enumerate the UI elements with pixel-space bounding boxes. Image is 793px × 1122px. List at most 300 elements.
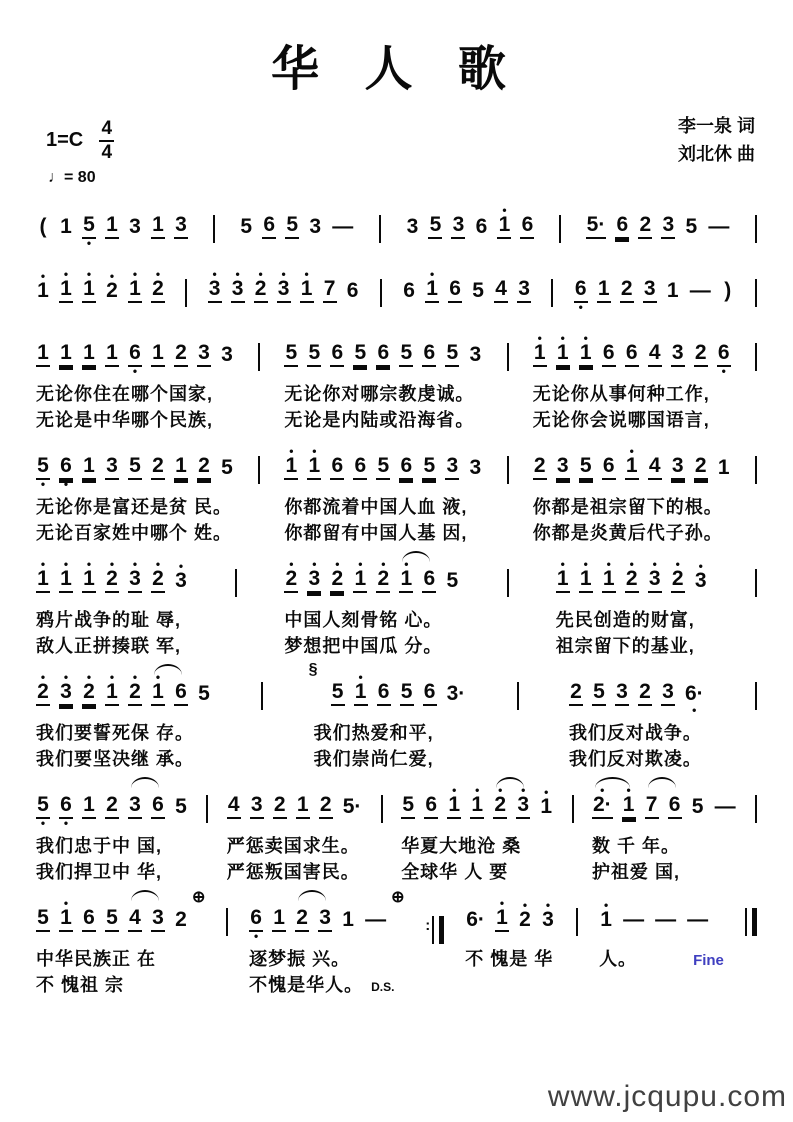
note-digit: 2 — [105, 794, 119, 819]
lyrics-line — [556, 606, 708, 631]
note — [82, 786, 96, 827]
note — [694, 447, 708, 488]
octave-dot-above: • — [583, 331, 588, 345]
note-digit: 6 — [174, 681, 188, 706]
barline — [755, 279, 757, 307]
note-digit: 2· — [592, 794, 613, 819]
note — [533, 331, 547, 375]
note-digit: 6 — [82, 907, 96, 932]
note-digit: 2 — [151, 455, 165, 480]
octave-dot-below: • — [578, 300, 583, 314]
barline — [507, 569, 509, 597]
note-digit: 4 — [648, 455, 662, 480]
octave-dot-above: • — [560, 557, 565, 571]
note-digit: 3 — [59, 681, 73, 706]
note — [128, 447, 142, 488]
barline — [576, 908, 578, 936]
note — [342, 788, 363, 827]
lyrics-text: 人。 — [599, 949, 638, 969]
note — [249, 899, 263, 943]
note-digit: 1 — [272, 907, 286, 932]
note — [59, 786, 73, 830]
note-digit: 1 — [36, 568, 50, 593]
lyrics-text: 无论你从事何种工作, — [532, 384, 710, 404]
note-digit: 6 — [422, 342, 436, 367]
lyrics-line — [314, 719, 467, 744]
note — [597, 270, 611, 311]
octave-dot-above: • — [155, 670, 161, 684]
note-digit: 6 — [59, 455, 73, 480]
note-digit: 1 — [59, 342, 73, 367]
dash-note — [707, 208, 730, 247]
octave-dot-below: • — [721, 364, 726, 378]
measure — [36, 267, 165, 311]
note-digit: 1 — [151, 214, 165, 239]
octave-dot-above: • — [452, 783, 457, 797]
note-digit: 2 — [638, 681, 652, 706]
barline — [755, 795, 757, 823]
barline — [755, 682, 757, 710]
barline — [185, 279, 187, 307]
coda-glyph: ⊕ — [391, 889, 405, 906]
note-digit: — — [714, 795, 736, 818]
note — [36, 447, 50, 491]
octave-dot-above: • — [545, 898, 551, 912]
note — [82, 557, 96, 601]
note-digit: 1 — [353, 568, 367, 593]
note — [36, 269, 50, 311]
barline — [206, 795, 208, 823]
notes-row — [569, 674, 705, 717]
note — [227, 786, 241, 827]
note — [661, 206, 675, 247]
note — [354, 670, 368, 714]
octave-dot-above: • — [499, 896, 505, 910]
lyrics-text: 敌人正拼揍联 军, — [36, 636, 182, 656]
note — [694, 559, 708, 601]
note — [128, 557, 142, 601]
note — [353, 447, 367, 488]
note — [556, 447, 570, 488]
note — [518, 898, 532, 940]
notes-row — [36, 448, 234, 491]
note — [539, 785, 553, 827]
note — [323, 270, 337, 311]
note — [59, 557, 73, 601]
lyrics-line — [556, 632, 708, 657]
note-digit: 1 — [717, 456, 730, 479]
note-digit: 6 — [574, 278, 588, 303]
lyrics-text: 你都是祖宗留下的根。 — [532, 497, 723, 517]
notes-row — [405, 203, 534, 247]
note-digit: 4 — [648, 342, 662, 367]
notes-row — [284, 335, 482, 375]
note — [494, 270, 508, 311]
octave-dot-above: • — [629, 444, 634, 458]
note — [151, 447, 165, 488]
music-system — [36, 444, 757, 544]
note — [643, 270, 657, 311]
note-digit: 2 — [36, 681, 50, 706]
note-digit: 5 — [691, 795, 704, 818]
octave-dot-above: • — [698, 559, 703, 573]
note — [661, 673, 675, 714]
note — [592, 783, 613, 827]
note — [284, 334, 298, 375]
note-digit: 1 — [579, 568, 593, 593]
note-digit: 1 — [151, 342, 165, 367]
lyrics-line — [592, 832, 737, 857]
note — [300, 267, 314, 311]
note — [465, 901, 486, 940]
lyrics-line — [36, 406, 234, 431]
slur-arc — [131, 777, 159, 788]
note — [620, 270, 634, 311]
measure — [586, 207, 731, 247]
music-system — [36, 557, 757, 657]
note — [331, 673, 345, 714]
measure — [599, 900, 724, 996]
note-digit: 5 — [285, 214, 299, 239]
note-digit: 1 — [556, 342, 570, 367]
note — [330, 334, 344, 375]
notes-row — [227, 787, 363, 827]
note-digit: 7 — [323, 278, 337, 303]
note-digit: 4 — [494, 278, 508, 303]
note-digit: 2 — [694, 455, 708, 480]
lyrics-line — [36, 606, 188, 631]
note-digit: 3 — [661, 214, 675, 239]
note-digit: 5 — [685, 215, 698, 238]
note — [151, 899, 165, 940]
note-digit: 5 — [82, 214, 96, 239]
music-system — [36, 783, 757, 883]
measure — [591, 783, 737, 883]
lyrics-line — [599, 945, 724, 970]
octave-dot-below: • — [692, 703, 697, 717]
notes-row — [533, 444, 731, 488]
measure — [284, 444, 482, 544]
note-digit: — — [332, 215, 354, 238]
note — [273, 786, 287, 827]
note — [451, 206, 465, 247]
barline — [507, 343, 509, 371]
note — [625, 557, 639, 601]
measure — [36, 889, 206, 996]
note — [341, 901, 355, 940]
measure — [36, 207, 188, 250]
note-digit: — — [623, 908, 645, 931]
note-digit: 5 — [221, 456, 233, 479]
lyrics-text: 不愧是华人。 — [249, 975, 364, 995]
note-digit: 2 — [694, 342, 708, 367]
note-digit: 3 — [250, 794, 264, 819]
note-digit: 1 — [59, 568, 73, 593]
lyrics-text: 我们忠于中 国, — [36, 836, 163, 856]
note — [272, 899, 286, 940]
note-digit: 3 — [318, 907, 332, 932]
note — [468, 336, 482, 375]
note-digit: 2 — [273, 794, 287, 819]
note — [319, 786, 333, 827]
note-digit: 1 — [105, 342, 119, 367]
barline — [755, 456, 757, 484]
note — [579, 557, 593, 601]
note — [638, 673, 652, 714]
octave-dot-above: • — [430, 267, 435, 281]
note — [376, 447, 390, 488]
coda-glyph: ⊕ — [192, 889, 206, 906]
note — [615, 673, 629, 714]
octave-dot-above: • — [40, 670, 46, 684]
lyrics-text: 逐梦振 兴。 — [249, 949, 351, 969]
octave-dot-above: • — [212, 267, 217, 281]
note — [717, 449, 731, 488]
lyrics-text: 无论是中华哪个民族, — [36, 410, 214, 430]
lyrics-text: 我们崇尚仁爱, — [313, 749, 434, 769]
note-digit: 5 — [592, 681, 606, 706]
score-header — [36, 113, 757, 199]
note-digit: 1 — [470, 794, 484, 819]
note-digit: 1 — [399, 568, 413, 593]
note-digit: 3 — [643, 278, 657, 303]
note-digit: 3 — [451, 214, 465, 239]
note-digit: 1 — [105, 214, 119, 239]
lyrics-line — [249, 971, 404, 996]
note-digit: 6· — [684, 682, 704, 705]
note-digit: 6· — [466, 908, 485, 931]
note — [285, 206, 299, 247]
note-digit: 3 — [661, 681, 675, 706]
note — [105, 899, 119, 940]
time-signature-bottom: 4 — [101, 141, 113, 163]
credits — [678, 113, 755, 169]
slur-arc — [402, 551, 430, 562]
note — [645, 786, 659, 827]
note-digit: 1 — [82, 342, 96, 367]
note-digit: 1 — [296, 794, 310, 819]
octave-dot-above: • — [304, 267, 309, 281]
note — [36, 557, 50, 601]
lyricist-credit: 李一泉 词 — [677, 116, 755, 136]
octave-dot-above: • — [358, 670, 363, 684]
lyrics-text: 不 愧祖 宗 — [36, 975, 125, 995]
note — [445, 562, 459, 601]
notes-row — [36, 207, 188, 250]
lyrics-text: 梦想把中国瓜 分。 — [284, 636, 443, 656]
note — [401, 786, 415, 827]
note — [105, 670, 119, 714]
note-digit: 5 — [36, 455, 50, 480]
octave-dot-above: • — [600, 783, 605, 797]
note — [174, 788, 188, 827]
note — [446, 675, 467, 714]
octave-dot-below: • — [86, 236, 92, 250]
note — [59, 334, 73, 375]
note — [405, 208, 419, 247]
lyrics-text: 华夏大地沧 桑 — [401, 836, 522, 856]
octave-dot-above: • — [155, 267, 161, 281]
note-digit: 6 — [448, 278, 462, 303]
measure — [36, 787, 188, 883]
note-digit: 2 — [106, 279, 118, 302]
final-barline — [432, 916, 444, 944]
lyrics-text: 我们要坚决继 承。 — [36, 749, 195, 769]
repeat-barline — [425, 908, 444, 944]
measure — [239, 207, 354, 247]
note — [445, 334, 459, 375]
lyrics-text: 护祖爱 国, — [591, 862, 680, 882]
note-digit: 2 — [638, 214, 652, 239]
note-digit: 5· — [342, 795, 362, 818]
lyrics-line — [569, 745, 705, 770]
octave-dot-above: • — [603, 898, 609, 912]
lyrics-line — [569, 719, 705, 744]
note-digit: 5 — [422, 455, 436, 480]
octave-dot-above: • — [626, 783, 631, 797]
note — [668, 786, 682, 827]
note-digit: 6 — [249, 907, 263, 932]
note-digit: — — [689, 279, 711, 302]
note-digit: 6 — [346, 279, 359, 302]
lyrics-line — [592, 858, 737, 883]
lyrics-line — [599, 971, 724, 996]
lyrics-line — [284, 606, 459, 631]
note — [579, 447, 593, 488]
note-digit: 3 — [277, 278, 291, 303]
note — [428, 206, 442, 247]
note — [671, 557, 685, 601]
note-digit: 1 — [59, 278, 73, 303]
note-digit: 6 — [353, 455, 367, 480]
barline — [381, 795, 383, 823]
note — [82, 206, 96, 250]
note-digit: 1 — [447, 794, 461, 819]
lyrics-line — [284, 519, 482, 544]
note-digit: 3 — [694, 569, 707, 592]
note-digit: 3 — [128, 568, 142, 593]
note-digit: 5 — [307, 342, 321, 367]
note — [197, 675, 211, 714]
note — [254, 267, 268, 311]
note-digit: 5 — [284, 342, 298, 367]
note — [128, 786, 142, 827]
lyrics-line — [533, 380, 731, 405]
note-digit: 1 — [82, 455, 96, 480]
parenthesis — [721, 272, 735, 311]
lyrics-text: 无论你对哪宗教虔诚。 — [284, 384, 475, 404]
note-digit: ) — [724, 279, 732, 302]
note — [599, 898, 613, 940]
note — [59, 670, 73, 714]
note — [377, 673, 391, 714]
note — [376, 557, 390, 601]
coda-icon — [391, 889, 405, 940]
note-digit: 3 — [208, 278, 222, 303]
note — [400, 673, 414, 714]
note — [399, 557, 413, 601]
octave-dot-above: • — [132, 670, 138, 684]
note — [197, 447, 211, 488]
lyrics-line — [465, 945, 555, 970]
note — [602, 557, 616, 601]
note-digit: 6 — [330, 342, 344, 367]
note — [174, 447, 188, 488]
note — [468, 449, 482, 488]
note-digit: 1 — [60, 215, 72, 238]
octave-dot-above: • — [629, 557, 634, 571]
note-digit: 1 — [622, 794, 636, 819]
note-digit: 5 — [399, 342, 413, 367]
barline — [559, 215, 561, 243]
note — [307, 557, 321, 601]
lyrics-text: 无论是内陆或沿海省。 — [284, 410, 475, 430]
final-barline — [745, 908, 757, 936]
lyrics-text: 我们反对战争。 — [568, 723, 702, 743]
measure — [208, 267, 360, 311]
note — [128, 334, 142, 378]
note-digit: 2 — [151, 568, 165, 593]
measure — [308, 661, 467, 770]
note — [602, 447, 616, 488]
note-digit: 2 — [519, 908, 531, 931]
notes-row — [36, 787, 188, 830]
note — [684, 675, 705, 717]
note-digit: 3 — [469, 456, 482, 479]
measure — [36, 448, 234, 544]
note — [422, 560, 436, 601]
music-system — [36, 267, 757, 314]
note-digit: 3 — [174, 214, 188, 239]
note-digit: 2 — [175, 908, 187, 931]
octave-dot-above: • — [86, 557, 92, 571]
note-digit: 3 — [221, 343, 233, 366]
key-label: 1=C — [46, 129, 84, 152]
song-title: 华 人 歌 — [271, 43, 522, 96]
lyrics-text: 我们捍卫中 华, — [36, 862, 163, 882]
note-digit: 2 — [128, 681, 142, 706]
slur-arc — [496, 777, 524, 788]
notes-row — [574, 271, 735, 314]
note-digit: 1 — [597, 278, 611, 303]
note — [262, 206, 276, 247]
notes-row — [284, 444, 482, 488]
note-digit: 1 — [540, 795, 553, 818]
note-digit: 1 — [354, 681, 368, 706]
note — [174, 334, 188, 375]
note — [105, 269, 119, 311]
note-digit: 5 — [400, 681, 414, 706]
note-digit: 2 — [151, 278, 165, 303]
note — [423, 673, 437, 714]
tempo-marking: ♩= 80 — [48, 169, 96, 186]
note — [691, 788, 705, 827]
note — [533, 447, 547, 488]
note-digit: 2 — [493, 794, 507, 819]
octave-dot-above: • — [502, 203, 507, 217]
measure — [532, 331, 731, 431]
barline — [755, 215, 757, 243]
lyrics-line — [533, 519, 731, 544]
note — [295, 899, 309, 940]
octave-dot-above: • — [312, 444, 317, 458]
note — [579, 331, 593, 375]
note-digit: 6 — [602, 455, 616, 480]
lyrics-text: 你都留有中国人基 因, — [284, 523, 468, 543]
octave-dot-above: • — [606, 557, 611, 571]
note — [666, 272, 680, 311]
note-digit: 6 — [330, 455, 344, 480]
